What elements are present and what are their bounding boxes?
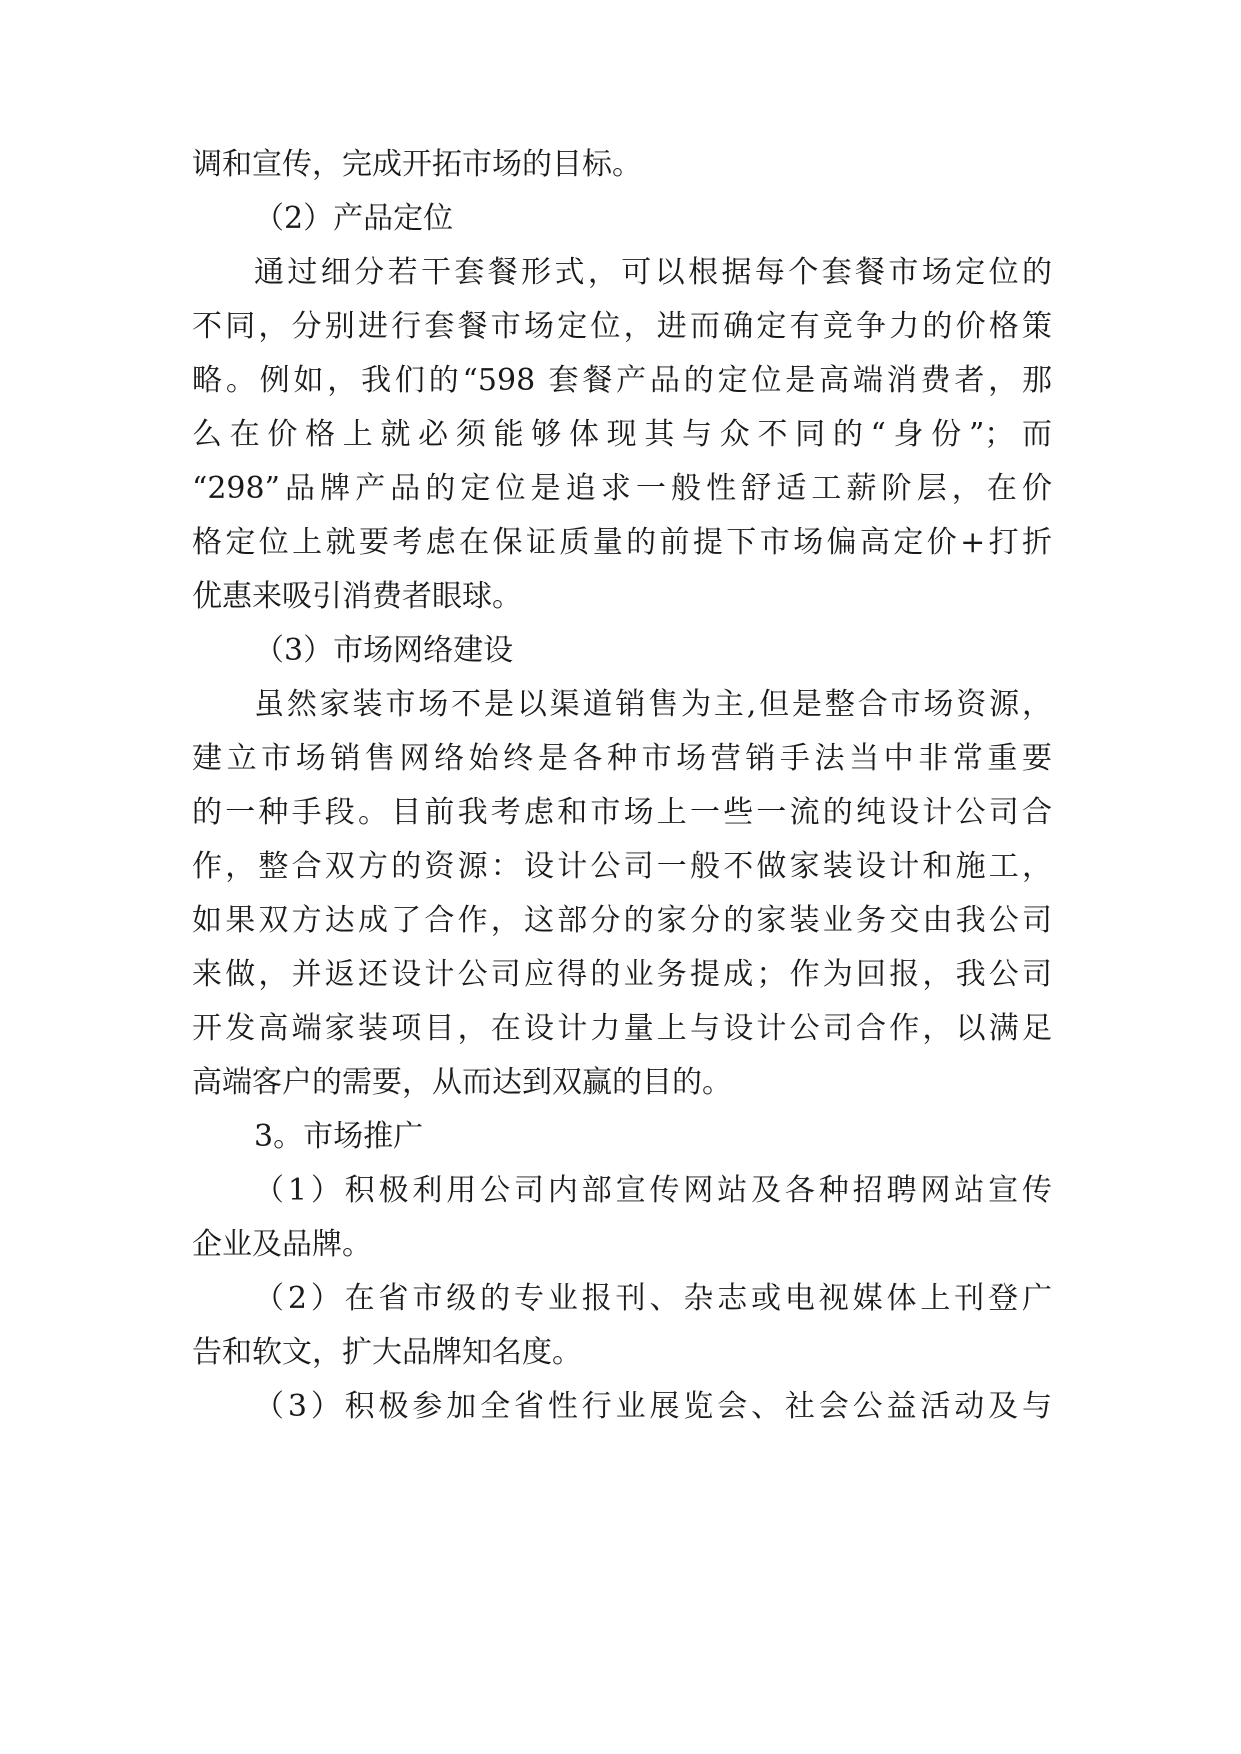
text-line: 么在价格上就必须能够体现其与众不同的“身份”；而 [192, 417, 1052, 452]
text-line: （2）在省市级的专业报刊、杂志或电视媒体上刊登广 [254, 1281, 1052, 1316]
text-line: 企业及品牌。 [192, 1227, 372, 1262]
text-line: 调和宣传，完成开拓市场的目标。 [192, 147, 642, 182]
text-line: 虽然家装市场不是以渠道销售为主,但是整合市场资源， [254, 687, 1052, 722]
text-line: 高端客户的需要，从而达到双赢的目的。 [192, 1065, 732, 1100]
text-line: 如果双方达成了合作，这部分的家分的家装业务交由我公司 [192, 903, 1052, 938]
text-line: （3）积极参加全省性行业展览会、社会公益活动及与 [254, 1389, 1052, 1424]
text-line: 格定位上就要考虑在保证质量的前提下市场偏高定价+打折 [192, 525, 1052, 560]
section-heading: 3。市场推广 [254, 1119, 424, 1154]
text-line: 来做，并返还设计公司应得的业务提成；作为回报，我公司 [192, 957, 1052, 992]
text-line: 建立市场销售网络始终是各种市场营销手法当中非常重要 [192, 741, 1052, 776]
text-line: 告和软文，扩大品牌知名度。 [192, 1335, 582, 1370]
section-heading: （2）产品定位 [254, 201, 454, 236]
text-line: （1）积极利用公司内部宣传网站及各种招聘网站宣传 [254, 1173, 1052, 1208]
text-line: 优惠来吸引消费者眼球。 [192, 579, 522, 614]
section-heading: （3）市场网络建设 [254, 633, 514, 668]
text-line: 的一种手段。目前我考虑和市场上一些一流的纯设计公司合 [192, 795, 1052, 830]
text-line: 略。例如，我们的“598 套餐产品的定位是高端消费者，那 [192, 363, 1052, 398]
text-line: 开发高端家装项目，在设计力量上与设计公司合作，以满足 [192, 1011, 1052, 1046]
text-line: 作，整合双方的资源：设计公司一般不做家装设计和施工， [192, 849, 1052, 884]
text-line: 通过细分若干套餐形式，可以根据每个套餐市场定位的 [254, 255, 1052, 290]
text-line: “298”品牌产品的定位是追求一般性舒适工薪阶层，在价 [192, 471, 1052, 506]
text-line: 不同，分别进行套餐市场定位，进而确定有竞争力的价格策 [192, 309, 1052, 344]
